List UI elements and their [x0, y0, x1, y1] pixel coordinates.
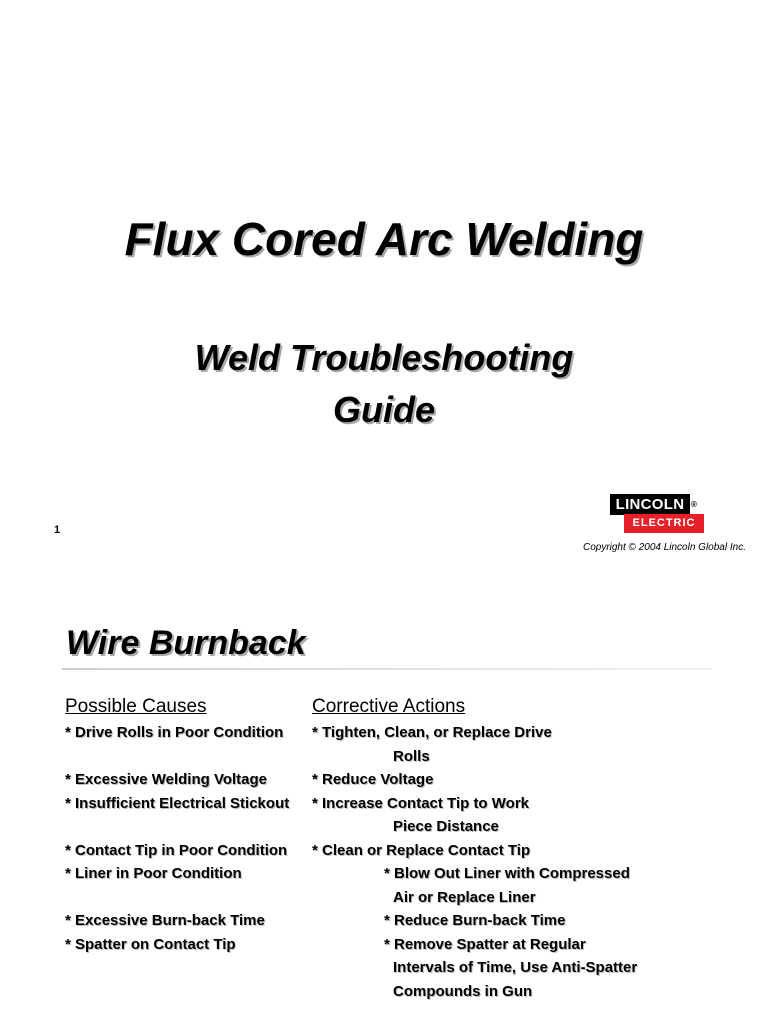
action-text: Air or Replace Liner: [393, 889, 536, 906]
content-slide: [0, 580, 768, 1024]
action-text: * Clean or Replace Contact Tip: [312, 842, 531, 859]
registered-mark: ®: [691, 500, 697, 509]
table-row: [0, 815, 768, 839]
cause-text: * Excessive Burn-back Time: [65, 912, 265, 929]
cause-text: * Spatter on Contact Tip: [65, 936, 236, 953]
table-row: [0, 721, 768, 745]
table-row: [0, 792, 768, 816]
heading-divider: [62, 668, 712, 670]
table-row: [0, 980, 768, 1004]
logo-bottom-text: ELECTRIC: [624, 514, 704, 533]
action-text: * Reduce Burn-back Time: [384, 912, 566, 929]
subtitle-line-2: Guide: [332, 389, 435, 430]
action-text: * Increase Contact Tip to Work: [312, 795, 529, 812]
cause-text: * Liner in Poor Condition: [65, 865, 242, 882]
table-row: [0, 839, 768, 863]
action-text: Compounds in Gun: [393, 983, 533, 1000]
action-text: * Tighten, Clean, or Replace Drive: [312, 724, 552, 741]
section-heading: Wire Burnback: [66, 624, 306, 662]
table-row: [0, 768, 768, 792]
actions-column-header: Corrective Actions: [312, 696, 466, 717]
logo-top-text: LINCOLN: [610, 494, 690, 515]
action-text: Rolls: [393, 748, 430, 765]
action-text: * Reduce Voltage: [312, 771, 434, 788]
slide-title: Flux Cored Arc Welding: [124, 213, 644, 265]
cause-text: * Contact Tip in Poor Condition: [65, 842, 288, 859]
cause-text: * Excessive Welding Voltage: [65, 771, 268, 788]
table-row: [0, 956, 768, 980]
table-row: [0, 909, 768, 933]
action-text: Piece Distance: [393, 818, 499, 835]
action-text: * Remove Spatter at Regular: [384, 936, 586, 953]
table-row: [0, 886, 768, 910]
table-row: [0, 933, 768, 957]
causes-column-header: Possible Causes: [65, 696, 207, 717]
cause-text: * Insufficient Electrical Stickout: [65, 795, 290, 812]
cause-text: * Drive Rolls in Poor Condition: [65, 724, 284, 741]
subtitle-line-1: Weld Troubleshooting: [194, 337, 574, 378]
lincoln-electric-logo: [610, 494, 704, 534]
table-row: [0, 745, 768, 769]
slide-subtitle: [0, 332, 768, 436]
action-text: * Blow Out Liner with Compressed: [384, 865, 630, 882]
copyright-notice: Copyright © 2004 Lincoln Global Inc.: [582, 542, 746, 553]
table-row: [0, 862, 768, 886]
page-number: 1: [54, 524, 61, 536]
action-text: Intervals of Time, Use Anti-Spatter: [393, 959, 638, 976]
